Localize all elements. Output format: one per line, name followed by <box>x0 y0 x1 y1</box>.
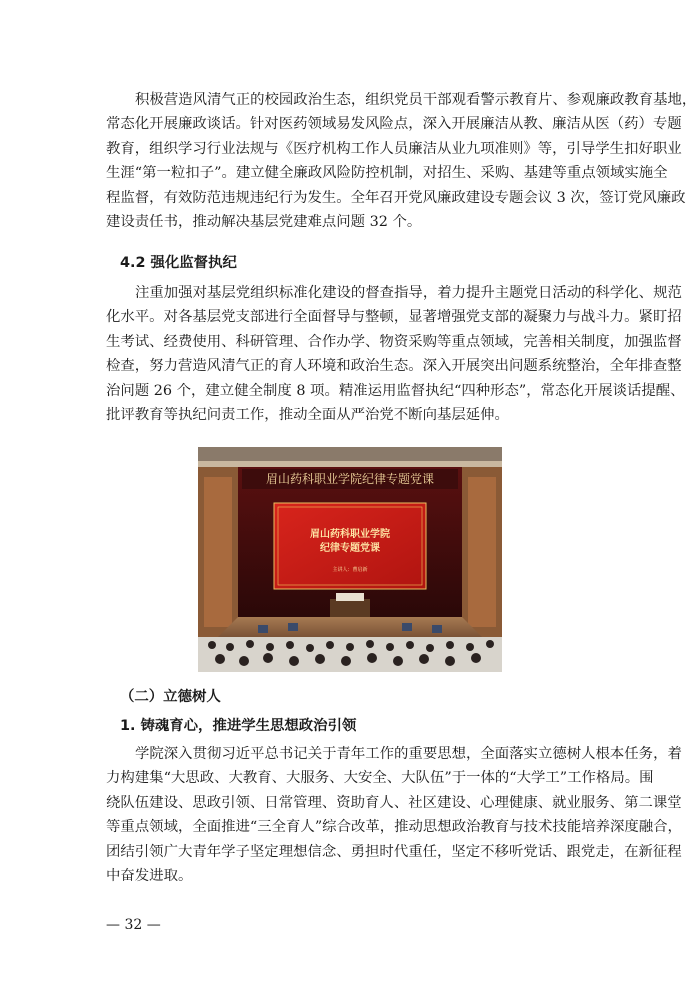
photo-screen-speaker: 主讲人：曹启新 <box>332 567 368 573</box>
text-line: 化水平。对各基层党支部进行全面督导与整顿，显著增强党支部的凝聚力与战斗力。紧盯招 <box>106 309 682 326</box>
text-line: 程监督，有效防范违规违纪行为发生。全年召开党风廉政建设专题会议 3 次，签订党风廉政 <box>106 189 686 206</box>
paragraph-supervision <box>106 281 685 427</box>
photo-screen-title-2: 纪律专题党课 <box>320 543 380 554</box>
text-line: 团结引领广大青年学子坚定理想信念、勇担时代重任，坚定不移听党话、跟党走，在新征程 <box>106 843 682 860</box>
text-line: 生考试、经费使用、科研管理、合作办学、物资采购等重点领域，完善相关制度，加强监督 <box>106 333 682 350</box>
text-line: 注重加强对基层党组织标准化建设的督查指导，着力提升主题党日活动的科学化、规范 <box>135 285 682 301</box>
photo-banner-text: 眉山药科职业学院纪律专题党课 <box>265 472 435 486</box>
text-line: 中奋发进取。 <box>106 868 193 885</box>
text-line: 检查，努力营造风清气正的育人环境和政治生态。深入开展突出问题系统整治，全年排查整 <box>106 358 682 375</box>
page-number: — 32 — <box>106 917 161 933</box>
text-line: 学院深入贯彻习近平总书记关于青年工作的重要思想，全面落实立德树人根本任务，着 <box>135 746 682 762</box>
section-heading-2: （二）立德树人 <box>120 688 221 705</box>
text-line: 建设责任书，推动解决基层党建难点问题 32 个。 <box>106 214 422 231</box>
text-line: 教育，组织学习行业法规与《医疗机构工作人员廉洁从业九项准则》等，引导学生扣好职业 <box>106 140 682 157</box>
lecture-hall-photo <box>198 447 502 672</box>
section-heading-4-2: 4.2 强化监督执纪 <box>120 255 237 271</box>
paragraph-integrity-education <box>106 88 697 234</box>
section-heading-1: 1. 铸魂育心，推进学生思想政治引领 <box>120 718 357 734</box>
text-line: 积极营造风清气正的校园政治生态，组织党员干部观看警示教育片、参观廉政教育基地， <box>135 92 697 108</box>
text-line: 等重点领域，全面推进“三全育人”综合改革，推动思想政治教育与技术技能培养深度融合， <box>106 819 682 836</box>
text-line: 绕队伍建设、思政引领、日常管理、资助育人、社区建设、心理健康、就业服务、第二课堂 <box>106 794 682 811</box>
text-line: 批评教育等执纪问责工作，推动全面从严治党不断向基层延伸。 <box>106 407 509 424</box>
text-line: 力构建集“大思政、大教育、大服务、大安全、大队伍”于一体的“大学工”工作格局。围 <box>106 770 654 787</box>
photo-screen-title-1: 眉山药科职业学院 <box>310 529 390 540</box>
paragraph-student-ideology <box>106 742 682 888</box>
text-line: 治问题 26 个，建立健全制度 8 项。精准运用监督执纪“四种形态”，常态化开展谈话提醒、 <box>106 382 685 399</box>
text-line: 生涯“第一粒扣子”。建立健全廉政风险防控机制，对招生、采购、基建等重点领域实施全 <box>106 165 668 182</box>
text-line: 常态化开展廉政谈话。针对医药领域易发风险点，深入开展廉洁从教、廉洁从医（药）专题 <box>106 116 682 133</box>
